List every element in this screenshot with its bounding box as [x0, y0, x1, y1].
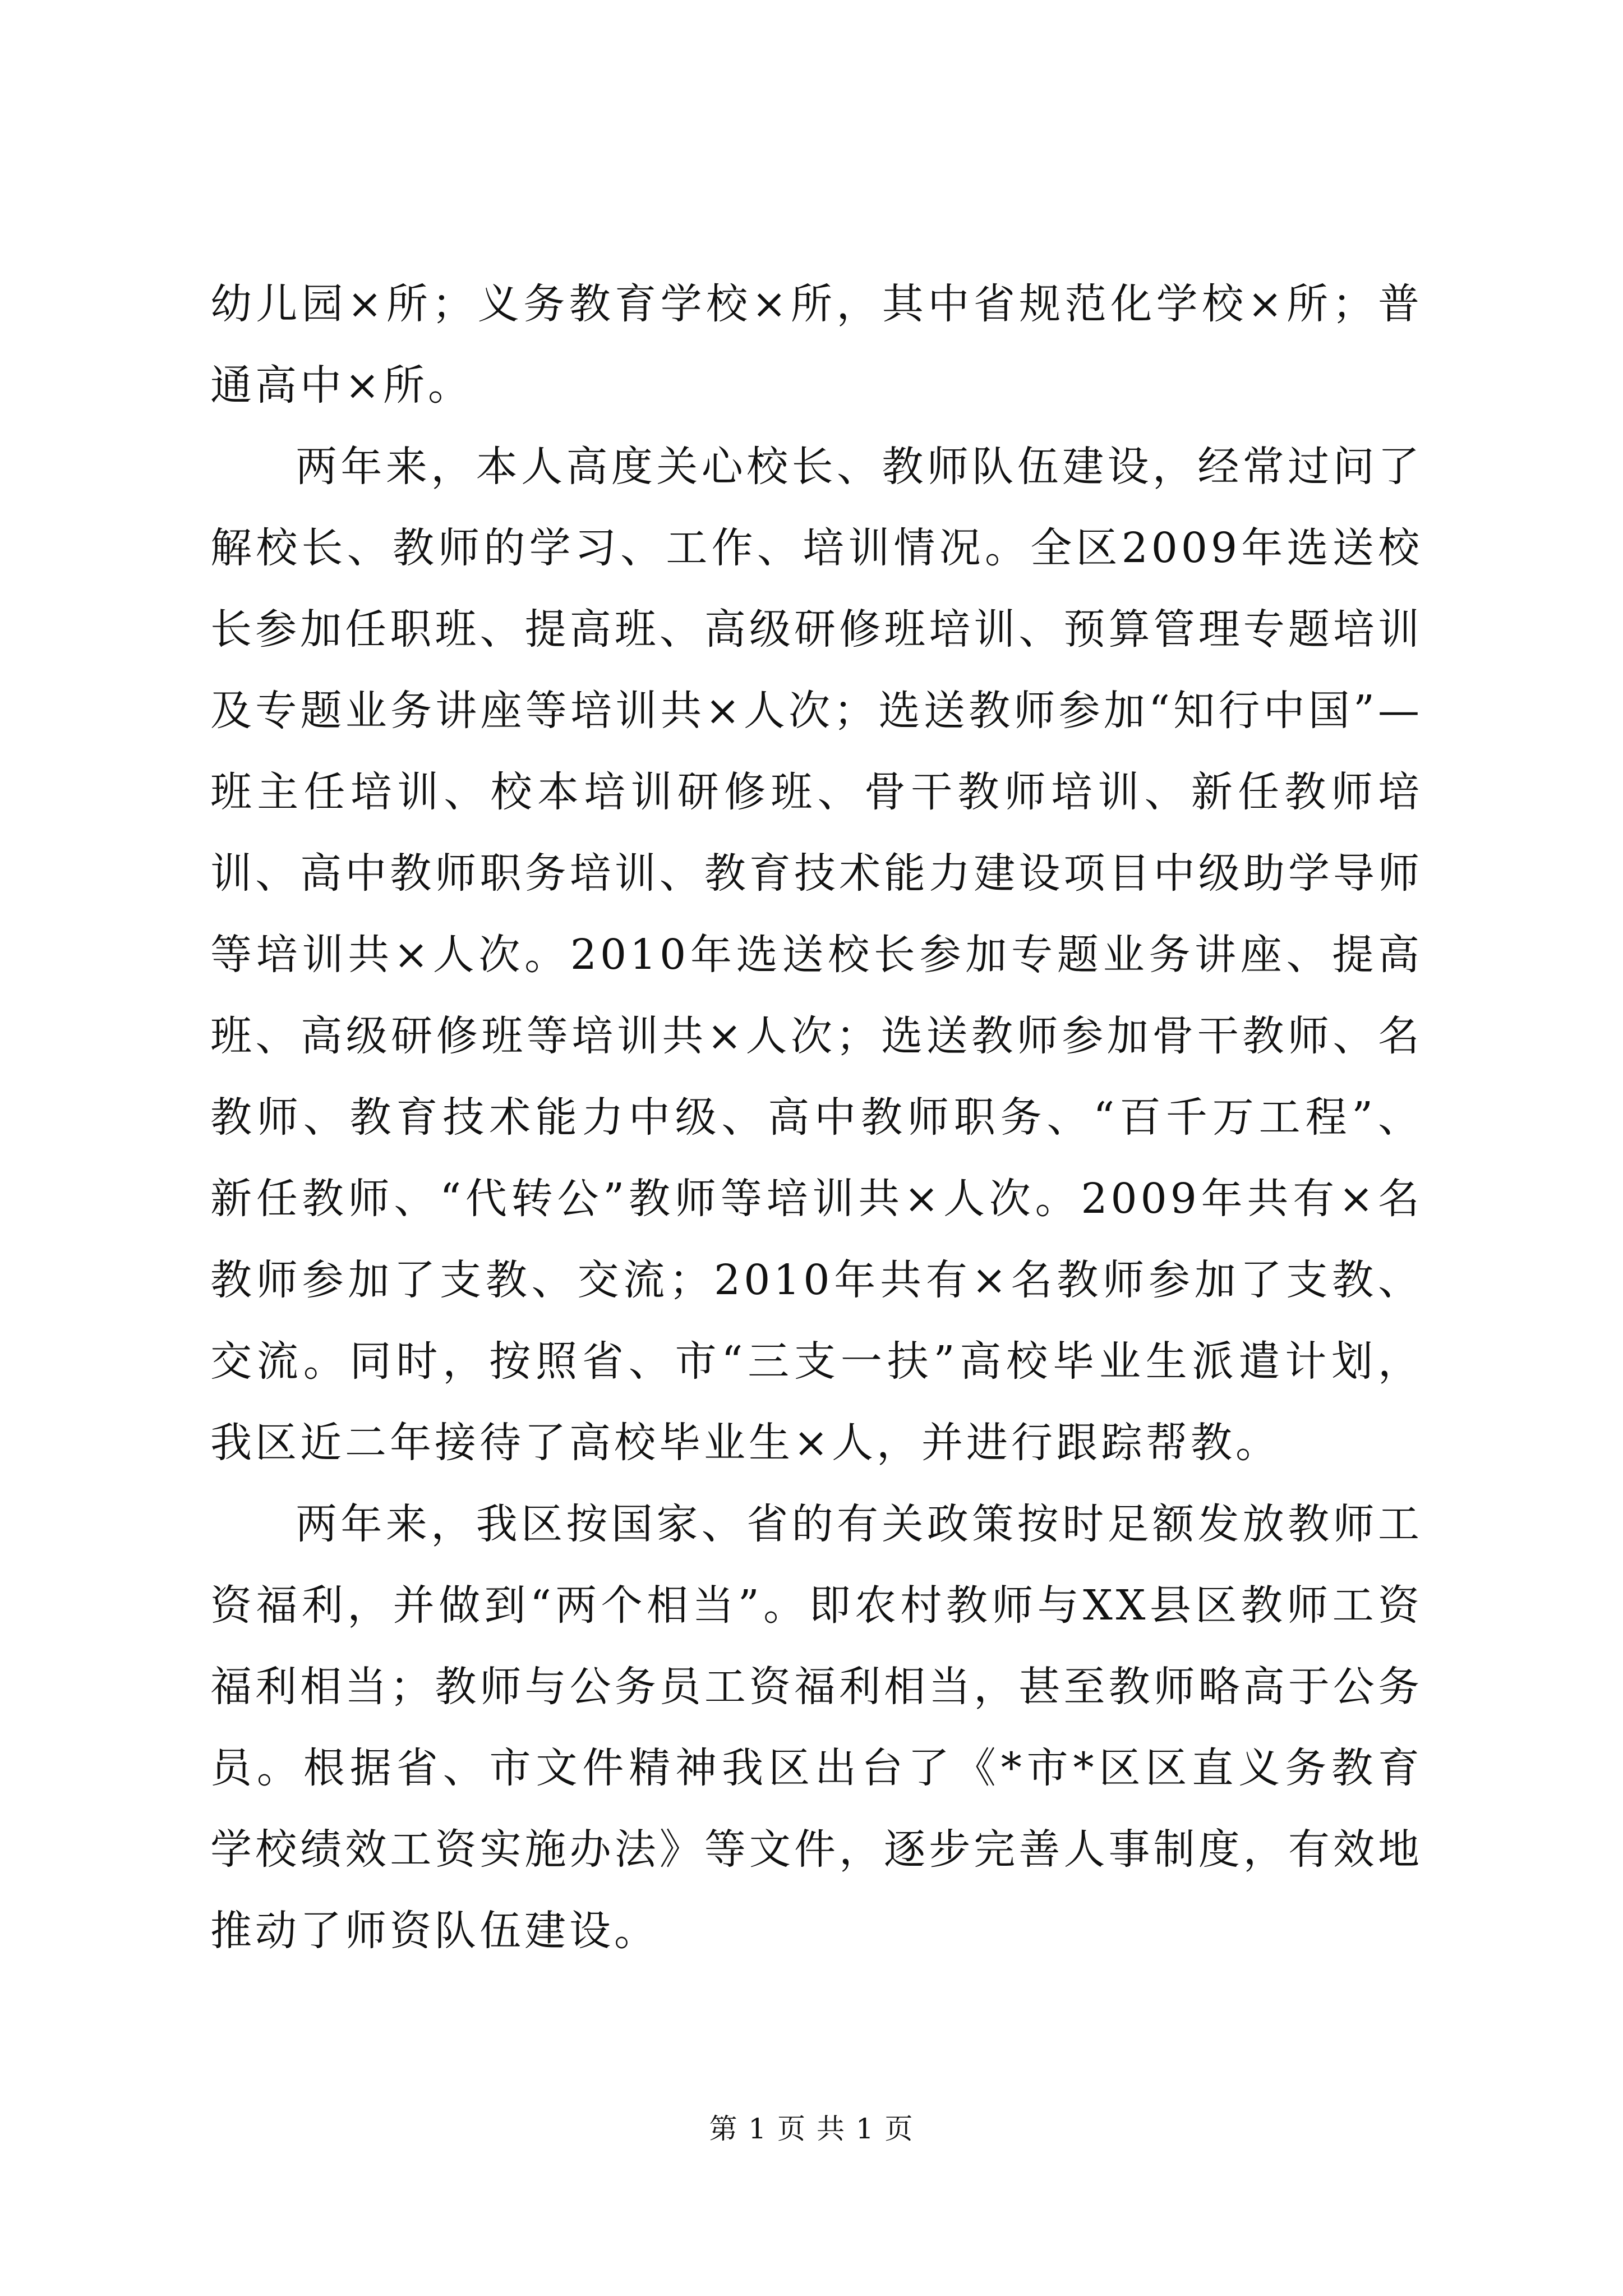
- page-number-footer: 第 1 页 共 1 页: [709, 2113, 914, 2145]
- paragraph-continuation: 幼儿园×所；义务教育学校×所，其中省规范化学校×所；普通高中×所。: [210, 280, 1423, 409]
- document-body: [210, 264, 1423, 1972]
- paragraph-teacher-salary: 两年来，我区按国家、省的有关政策按时足额发放教师工资福利，并做到“两个相当”。即农村教师与XX县区教师工资福利相当；教师与公务员工资福利相当，甚至教师略高于公务员。根据省、市文件精神我区出台了《*市*区区直义务教育学校绩效工资实施办法》等文件，逐步完善人事制度，有效地推动了师资队伍建设。: [210, 1500, 1423, 1955]
- paragraph-teacher-training: 两年来，本人高度关心校长、教师队伍建设，经常过问了解校长、教师的学习、工作、培训情况。全区2009年选送校长参加任职班、提高班、高级研修班培训、预算管理专题培训及专题业务讲座等培训共×人次；选送教师参加“知行中国”—班主任培训、校本培训研修班、骨干教师培训、新任教师培训、高中教师职务培训、教育技术能力建设项目中级助学导师等培训共×人次。2010年选送校长参加专题业务讲座、提高班、高级研修班等培训共×人次；选送教师参加骨干教师、名教师、教育技术能力中级、高中教师职务、“百千万工程”、新任教师、“代转公”教师等培训共×人次。2009年共有×名教师参加了支教、交流；2010年共有×名教师参加了支教、交流。同时，按照省、市“三支一扶”高校毕业生派遣计划，我区近二年接待了高校毕业生×人，并进行跟踪帮教。: [210, 443, 1423, 1467]
